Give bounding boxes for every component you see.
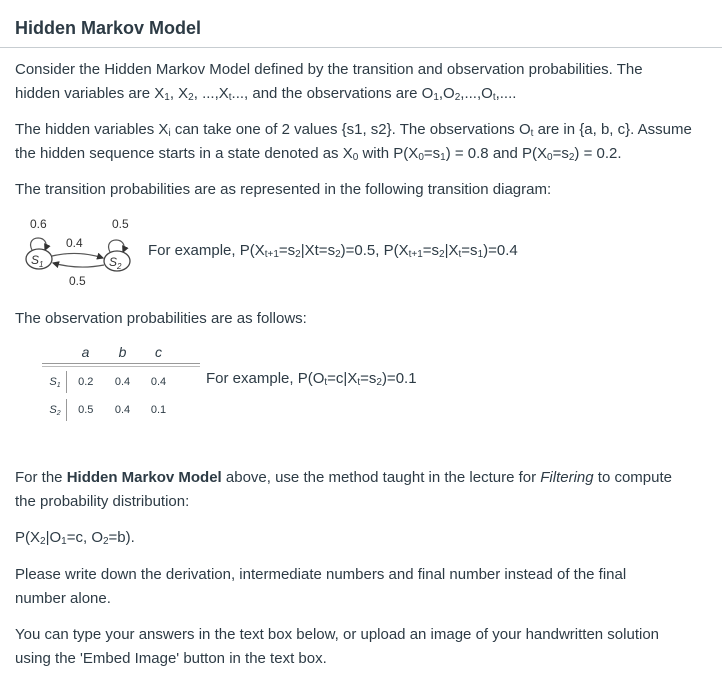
edge-s1-to-s2: [52, 253, 103, 258]
edge-s1-to-s2-prob: 0.4: [66, 236, 83, 250]
state-node-s2-label: $S_2$: [109, 255, 122, 271]
self-loop-s1-prob: 0.6: [30, 217, 47, 231]
state-node-s1-label: $S_1$: [31, 253, 44, 269]
query-expression: $P(X_2|O_1=c$, $O_2=b$).: [15, 529, 135, 547]
transition-example: For example, $P(X_{t+1}=s_2|Xt=s_2)=0.5$, $P(X_{t+1}=s_2|X_t=s_1)=0.4$: [148, 242, 518, 260]
derivation-line-2: number alone.: [15, 590, 111, 607]
obs-row-s2: [42, 399, 177, 421]
intro-line-2: hidden variables are $X_1$, $X_2$, $...,X_t$..., and the observations are $O_1,O_2,...,O_t$,....: [15, 85, 517, 103]
obs-header-c: c: [155, 344, 162, 360]
obs-row-label-s1: $S_1$: [42, 371, 67, 393]
intro-line-1: Consider the Hidden Markov Model defined by the transition and observation probabilities. The: [15, 61, 643, 78]
task-line-2: the probability distribution:: [15, 493, 190, 510]
obs-cell: 0.4: [114, 404, 131, 416]
obs-cell: 0.2: [78, 376, 94, 388]
title-divider: [0, 47, 722, 48]
obs-cell: 0.4: [150, 376, 167, 388]
task-line-1: For the Hidden Markov Model above, use the method taught in the lecture for Filtering to compute: [15, 469, 673, 486]
observation-intro: The observation probabilities are as follows:: [15, 310, 307, 327]
upload-line-2: using the 'Embed Image' button in the text box.: [15, 650, 327, 667]
observation-example: For example, $P(O_t=c|X_t=s_2)=0.1$: [206, 370, 417, 388]
observation-table: [42, 341, 177, 421]
edge-s2-to-s1-prob: 0.5: [69, 274, 86, 288]
obs-cell: 0.4: [114, 376, 131, 388]
obs-header-b: b: [118, 344, 127, 360]
derivation-line-1: Please write down the derivation, intermediate numbers and final number instead of the final: [15, 566, 627, 583]
self-loop-s2: [109, 240, 125, 252]
self-loop-s2-prob: 0.5: [112, 217, 129, 231]
obs-cell: 0.5: [78, 404, 94, 416]
obs-header-a: a: [81, 344, 90, 360]
edge-s2-to-s1: [53, 263, 104, 267]
obs-row-label-s2: $S_2$: [42, 399, 67, 421]
page-title: Hidden Markov Model: [15, 18, 202, 38]
upload-line-1: You can type your answers in the text box below, or upload an image of your handwritten solution: [15, 626, 660, 643]
obs-table-header-row: [42, 341, 177, 363]
obs-row-s1: [42, 371, 177, 393]
values-line-1: The hidden variables $X_i$ can take one of 2 values {s1, s2}. The observations $O_t$ are in {a, b, c}. Assume: [15, 121, 692, 139]
transition-diagram: [18, 212, 143, 292]
self-loop-s1: [31, 238, 47, 250]
values-line-2: the hidden sequence starts in a state denoted as $X_0$ with $P(X_0=s_1) = 0.8$ and $P(X_0=s_2) = 0.2$.: [15, 145, 622, 163]
obs-cell: 0.1: [150, 404, 167, 416]
transition-intro: The transition probabilities are as represented in the following transition diagram:: [15, 181, 552, 198]
